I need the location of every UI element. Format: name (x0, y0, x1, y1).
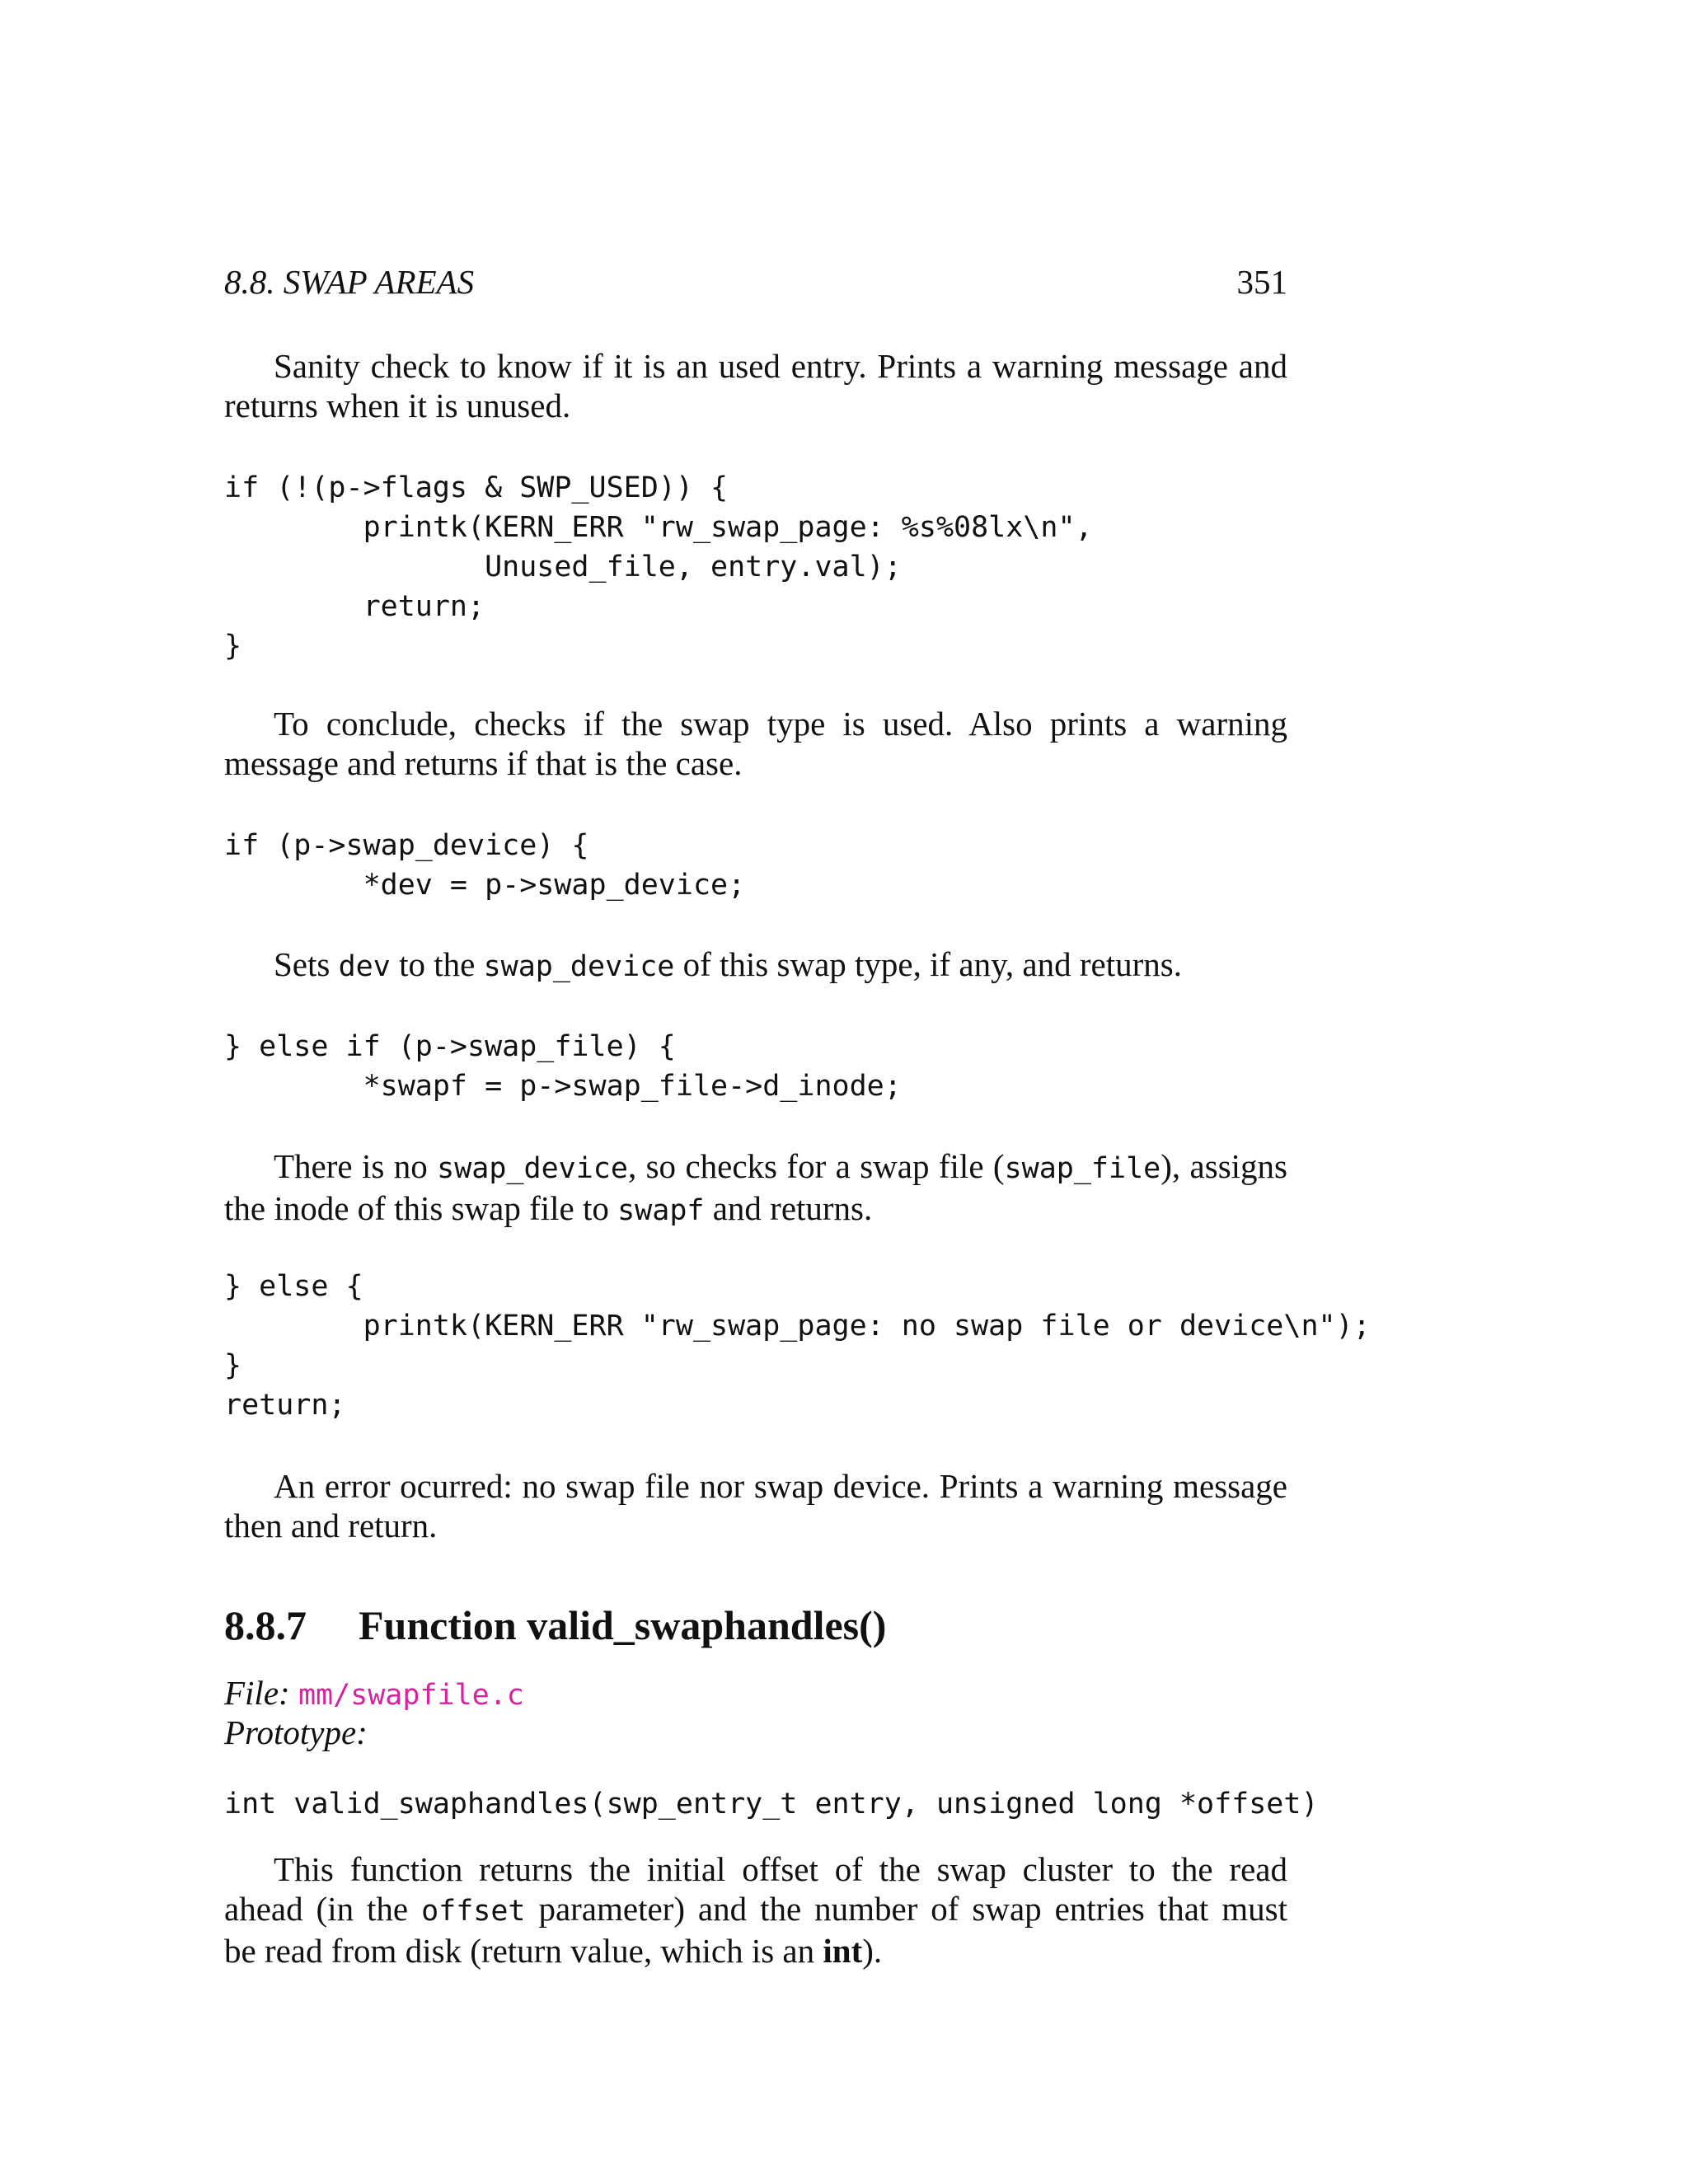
inline-code: dev (338, 950, 391, 983)
section-title: Function valid_swaphandles() (359, 1602, 887, 1648)
file-label: File: (224, 1674, 290, 1712)
text-run: be read from disk (return value, which is an (224, 1932, 823, 1970)
paragraph-line: message and returns if that is the case. (224, 744, 743, 782)
text-run: of this swap type, if any, and returns. (674, 945, 1182, 983)
paragraph-no-swap-device (224, 1146, 1287, 1230)
paragraph-conclude (224, 704, 1287, 783)
inline-code: swap_device (437, 1152, 628, 1185)
inline-code: swapf (617, 1194, 705, 1227)
inline-code: offset (421, 1895, 526, 1928)
text-run: ), assigns (1160, 1147, 1287, 1185)
bold-text: int (823, 1932, 863, 1970)
paragraph-line: To conclude, checks if the swap type is used. Also prints a warning (274, 705, 1287, 743)
text-run: parameter) and the number of swap entries that must (525, 1890, 1287, 1928)
file-path-link[interactable]: mm/swapfile.c (298, 1679, 524, 1712)
text-run: the inode of this swap file to (224, 1189, 618, 1227)
text-run: ). (862, 1932, 883, 1970)
paragraph-line: This function returns the initial offset of the swap cluster to the read (274, 1850, 1287, 1888)
paragraph-line: Sanity check to know if it is an used entry. Prints a warning message and (274, 347, 1287, 385)
paragraph-line (175, 1931, 1287, 1971)
inline-code: swap_file (1004, 1152, 1161, 1185)
running-title: 8.8. SWAP AREAS (224, 263, 475, 301)
paragraph-line (224, 1146, 1287, 1188)
file-info (224, 1673, 524, 1715)
text-run: to the (390, 945, 484, 983)
section-heading (224, 1599, 886, 1652)
inline-code: swap_device (483, 950, 675, 983)
paragraph-error (224, 1466, 1287, 1545)
section-number: 8.8.7 (224, 1602, 307, 1648)
paragraph-line: returns when it is unused. (224, 387, 571, 424)
text-run: and returns. (704, 1189, 873, 1227)
paragraph-sanity-check (224, 346, 1287, 425)
paragraph-line (175, 1188, 1287, 1230)
code-block-swap-file: } else if (p->swap_file) { *swapf = p->swap_file->d_inode; (224, 1030, 902, 1103)
page-number: 351 (1236, 263, 1287, 301)
paragraph-function-description (224, 1849, 1287, 1971)
paragraph-line: then and return. (224, 1507, 438, 1544)
code-block-swap-device: if (p->swap_device) { *dev = p->swap_device; (224, 829, 746, 902)
text-run: There is no (274, 1147, 438, 1185)
code-block-else: } else { printk(KERN_ERR "rw_swap_page: no swap file or device\n"); } return; (224, 1270, 1371, 1422)
paragraph-line (224, 944, 1287, 987)
prototype-code: int valid_swaphandles(swp_entry_t entry, unsigned long *offset) (224, 1788, 1319, 1821)
paragraph-line: An error ocurred: no swap file nor swap device. Prints a warning message (274, 1467, 1287, 1505)
paragraph-line (175, 1889, 1287, 1931)
code-block-used-check: if (!(p->flags & SWP_USED)) { printk(KERN_ERR "rw_swap_page: %s%08lx\n", Unused_file, entry.val); return; } (224, 471, 1093, 663)
paragraph-sets-dev (224, 944, 1287, 987)
running-header (224, 257, 1287, 307)
text-run: , so checks for a swap file ( (627, 1147, 1005, 1185)
text-run: Sets (274, 945, 339, 983)
text-run: ahead (in the (224, 1890, 422, 1928)
prototype-label: Prototype: (224, 1713, 368, 1751)
